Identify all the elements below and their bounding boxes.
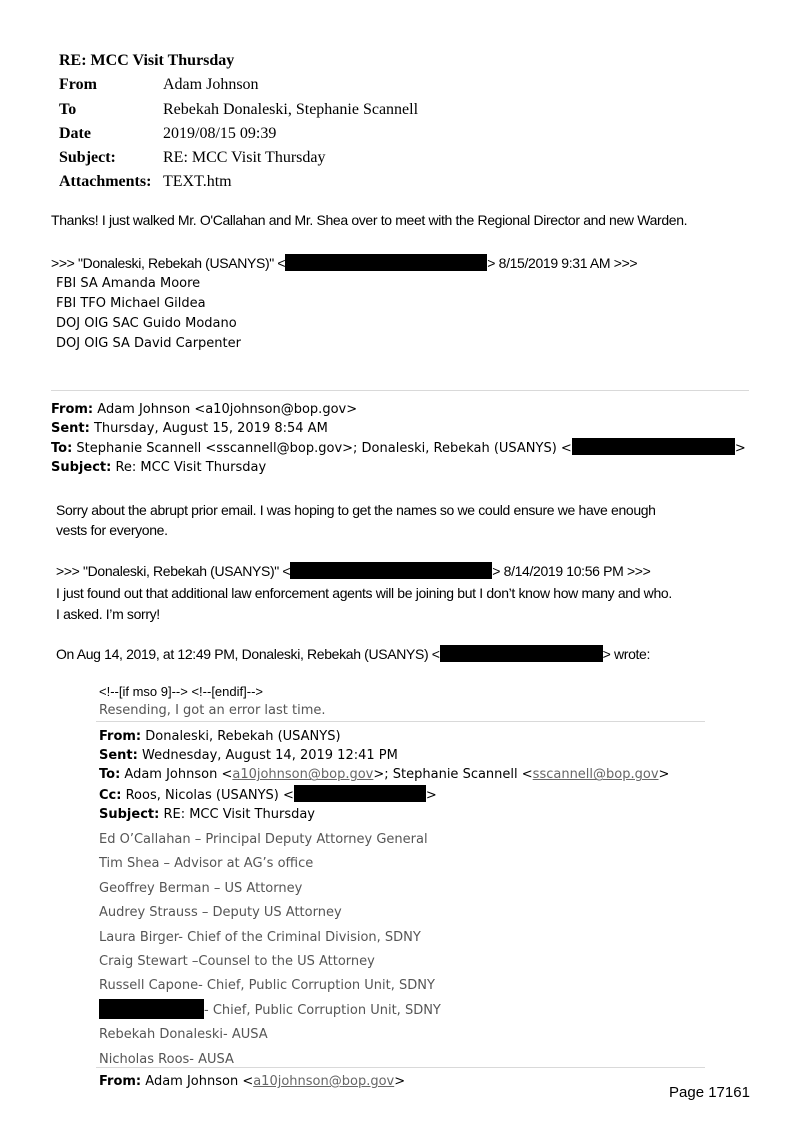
quote-body-2: I just found out that additional law enforcement agents will be joining but I don’t know how many and who. I asked. I’m sorry! bbox=[56, 585, 672, 622]
email3-sent-row: Sent: Wednesday, August 14, 2019 12:41 PM bbox=[99, 748, 398, 764]
list-item: FBI TFO Michael Gildea bbox=[56, 296, 206, 311]
email2-sent-row: Sent: Thursday, August 15, 2019 8:54 AM bbox=[51, 421, 328, 436]
email3-subject-row: Subject: RE: MCC Visit Thursday bbox=[99, 806, 316, 822]
attendee-list bbox=[99, 828, 441, 1072]
redaction-box bbox=[99, 999, 204, 1019]
email2-header bbox=[51, 400, 746, 477]
list-item: Tim Shea – Advisor at AG’s office bbox=[99, 856, 314, 872]
list-item: Craig Stewart –Counsel to the US Attorney bbox=[99, 953, 375, 969]
header-to-row: To Rebekah Donaleski, Stephanie Scannell bbox=[59, 100, 419, 118]
resend-note: Resending, I got an error last time. bbox=[99, 703, 326, 718]
list-item: - Chief, Public Corruption Unit, SDNY bbox=[99, 999, 441, 1023]
mso-comment: <!--[if mso 9]--> <!--[endif]--> bbox=[99, 684, 263, 699]
email3-from-row: From: Donaleski, Rebekah (USANYS) bbox=[99, 729, 341, 744]
redaction-box bbox=[285, 254, 487, 271]
email-subject-title: RE: MCC Visit Thursday bbox=[59, 52, 235, 69]
email2-subject-row: Subject: Re: MCC Visit Thursday bbox=[51, 460, 267, 475]
email2-from-row: From: Adam Johnson <a10johnson@bop.gov> bbox=[51, 402, 358, 417]
email-link[interactable]: sscannell@bop.gov bbox=[532, 767, 659, 783]
email-link[interactable]: a10johnson@bop.gov bbox=[253, 1074, 395, 1089]
header-subject-row: Subject: RE: MCC Visit Thursday bbox=[59, 149, 326, 167]
redaction-box bbox=[290, 562, 492, 579]
cut-off-from-line: From: Adam Johnson <a10johnson@bop.gov> bbox=[99, 1074, 406, 1089]
redaction-box bbox=[294, 785, 426, 802]
list-item: Nicholas Roos- AUSA bbox=[99, 1051, 234, 1067]
list-item: DOJ OIG SAC Guido Modano bbox=[56, 316, 237, 331]
list-item: Rebekah Donaleski- AUSA bbox=[99, 1027, 268, 1043]
list-item: DOJ OIG SA David Carpenter bbox=[56, 336, 241, 351]
list-item: Ed O’Callahan – Principal Deputy Attorney General bbox=[99, 832, 428, 847]
email3-header bbox=[99, 727, 669, 824]
list-item: Russell Capone- Chief, Public Corruption Unit, SDNY bbox=[99, 978, 435, 994]
header-attachments-row: Attachments: TEXT.htm bbox=[59, 173, 232, 191]
email2-to-row: To: Stephanie Scannell <sscannell@bop.gov>; Donaleski, Rebekah (USANYS) < > bbox=[51, 438, 746, 458]
agent-list bbox=[56, 274, 241, 354]
reply-body: Thanks! I just walked Mr. O'Callahan and Mr. Shea over to meet with the Regional Director and new Warden. bbox=[51, 212, 688, 228]
email2-body: Sorry about the abrupt prior email. I was hoping to get the names so we could ensure we have enough vests for everyone. bbox=[56, 502, 656, 538]
email-header bbox=[59, 49, 418, 195]
divider bbox=[96, 1067, 705, 1068]
email3-to-row: To: Adam Johnson <a10johnson@bop.gov>; Stephanie Scannell <sscannell@bop.gov> bbox=[99, 767, 670, 783]
quote-header-2: >>> "Donaleski, Rebekah (USANYS)" < > 8/14/2019 10:56 PM >>> bbox=[56, 563, 651, 579]
redaction-box bbox=[572, 438, 735, 455]
list-item: FBI SA Amanda Moore bbox=[56, 276, 201, 291]
divider bbox=[96, 721, 705, 722]
email-link[interactable]: a10johnson@bop.gov bbox=[232, 767, 374, 783]
list-item: Geoffrey Berman – US Attorney bbox=[99, 880, 303, 896]
header-date-row: Date 2019/08/15 09:39 bbox=[59, 124, 277, 142]
list-item: Audrey Strauss – Deputy US Attorney bbox=[99, 905, 342, 921]
on-wrote-line: On Aug 14, 2019, at 12:49 PM, Donaleski, Rebekah (USANYS) < > wrote: bbox=[56, 646, 651, 662]
quote-header-1: >>> "Donaleski, Rebekah (USANYS)" < > 8/15/2019 9:31 AM >>> bbox=[51, 255, 638, 271]
page-number: Page 17161 bbox=[669, 1084, 750, 1101]
list-item: Laura Birger- Chief of the Criminal Division, SDNY bbox=[99, 929, 421, 945]
header-from-row: From Adam Johnson bbox=[59, 76, 259, 94]
redaction-box bbox=[440, 645, 603, 662]
email3-cc-row: Cc: Roos, Nicolas (USANYS) < > bbox=[99, 785, 669, 805]
divider bbox=[51, 390, 749, 391]
